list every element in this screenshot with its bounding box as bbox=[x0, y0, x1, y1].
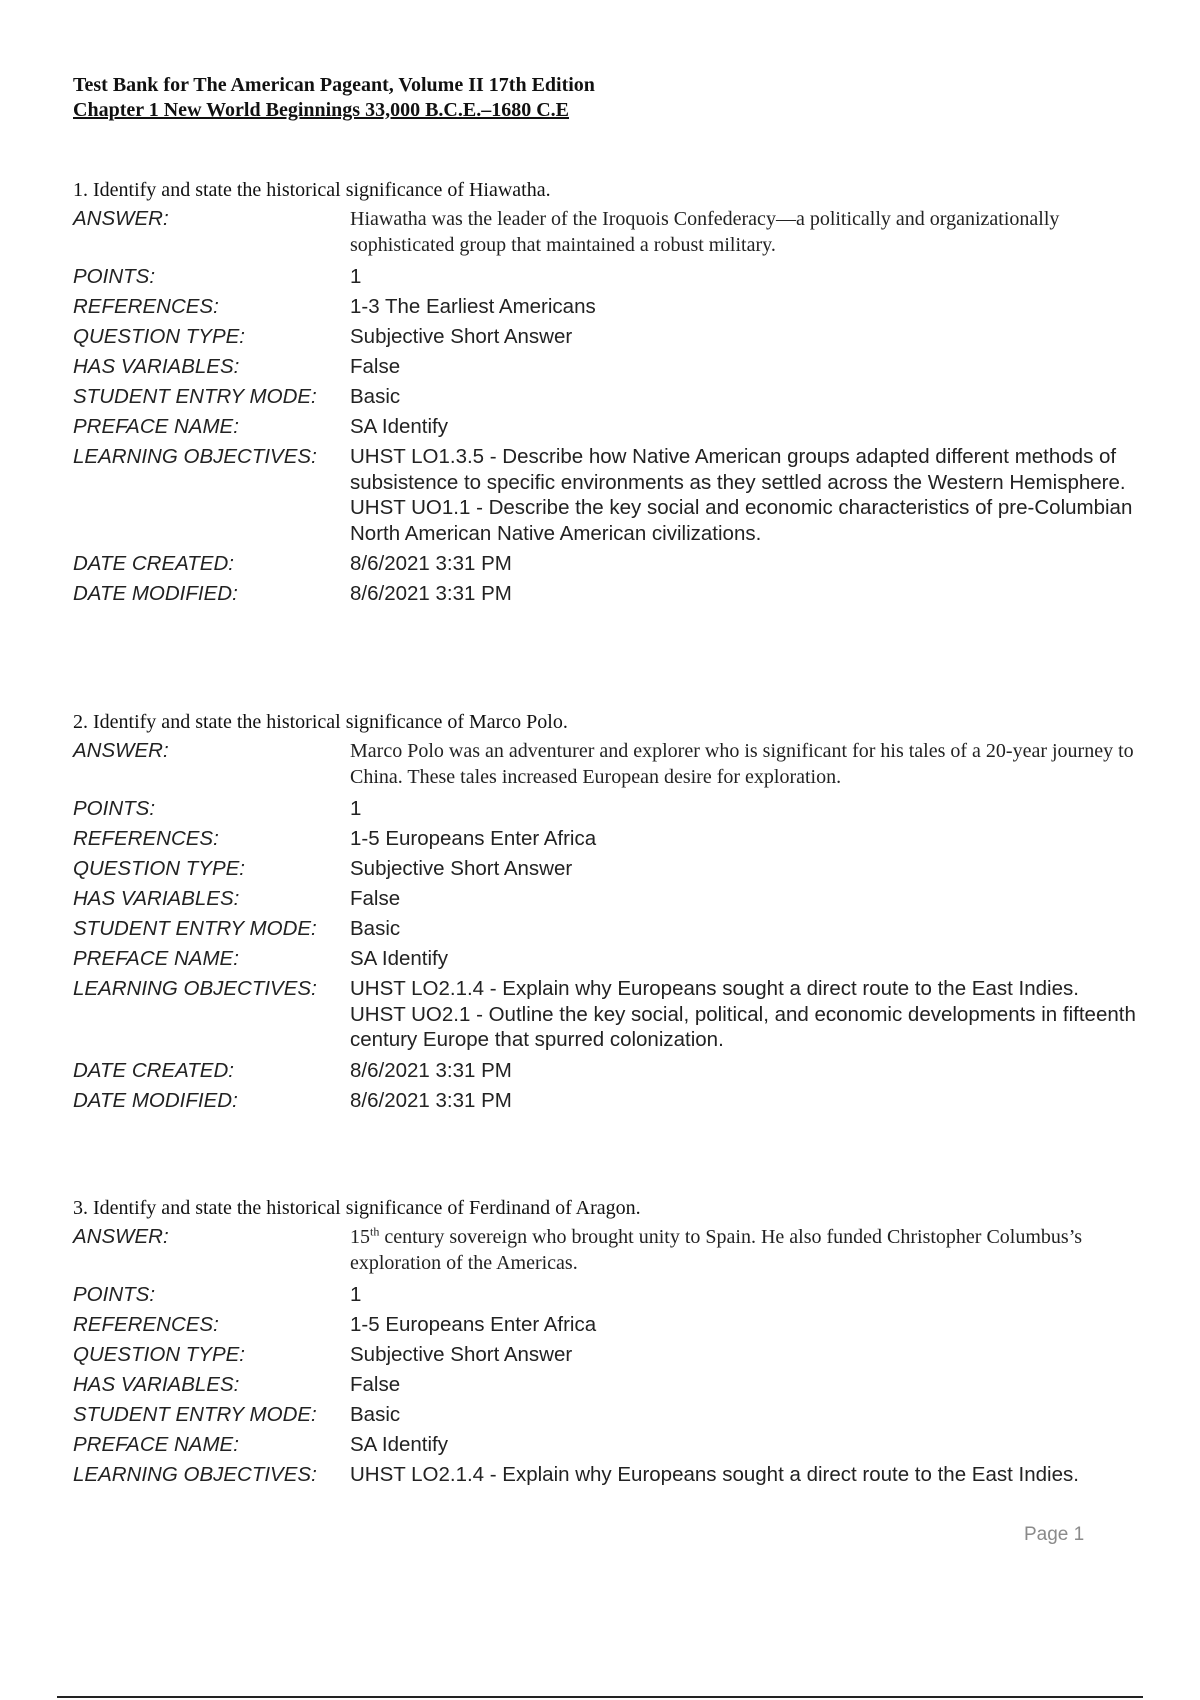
has-variables-value: False bbox=[350, 1373, 401, 1396]
references-row bbox=[73, 824, 1163, 854]
date-modified-row bbox=[73, 579, 1163, 609]
preface-name-label: PREFACE NAME: bbox=[73, 947, 239, 970]
date-created-value: 8/6/2021 3:31 PM bbox=[350, 1058, 512, 1082]
date-created-row bbox=[73, 1056, 1163, 1086]
date-created-label: DATE CREATED: bbox=[73, 1058, 234, 1082]
has-variables-label: HAS VARIABLES: bbox=[73, 887, 240, 910]
answer-row bbox=[73, 1223, 1163, 1280]
student-entry-mode-value: Basic bbox=[350, 385, 401, 408]
learning-objectives-label: LEARNING OBJECTIVES: bbox=[73, 445, 317, 468]
points-row bbox=[73, 794, 1163, 824]
date-modified-value: 8/6/2021 3:31 PM bbox=[350, 582, 512, 605]
question-type-row bbox=[73, 854, 1163, 884]
answer-ordinal-suffix: th bbox=[370, 1224, 380, 1239]
answer-century: 15 bbox=[350, 1226, 370, 1248]
date-created-label: DATE CREATED: bbox=[73, 552, 234, 575]
references-value: 1-5 Europeans Enter Africa bbox=[350, 827, 597, 850]
references-row bbox=[73, 1310, 1163, 1340]
has-variables-row bbox=[73, 352, 1163, 382]
answer-body: century sovereign who brought unity to Spain. He also funded Christopher Columbus’s exploration of the Americas. bbox=[350, 1226, 1083, 1274]
references-label: REFERENCES: bbox=[73, 295, 219, 318]
question-type-row bbox=[73, 322, 1163, 352]
references-label: REFERENCES: bbox=[73, 827, 219, 850]
points-label: POINTS: bbox=[73, 1283, 156, 1306]
references-row bbox=[73, 292, 1163, 322]
date-modified-label: DATE MODIFIED: bbox=[73, 1088, 238, 1112]
preface-name-row bbox=[73, 1430, 1163, 1460]
has-variables-row bbox=[73, 1370, 1163, 1400]
learning-objectives-row bbox=[73, 974, 1163, 1056]
answer-row bbox=[73, 205, 1163, 262]
has-variables-label: HAS VARIABLES: bbox=[73, 355, 240, 378]
date-modified-row bbox=[73, 1086, 1163, 1116]
points-row bbox=[73, 262, 1163, 292]
preface-name-label: PREFACE NAME: bbox=[73, 1433, 239, 1456]
preface-name-row bbox=[73, 944, 1163, 974]
student-entry-mode-row bbox=[73, 914, 1163, 944]
header-chapter: Chapter 1 New World Beginnings 33,000 B.C.E.–1680 C.E bbox=[73, 99, 569, 121]
answer-label: ANSWER: bbox=[73, 1225, 169, 1248]
student-entry-mode-label: STUDENT ENTRY MODE: bbox=[73, 385, 317, 408]
document-header bbox=[73, 73, 595, 123]
header-title: Test Bank for The American Pageant, Volume II 17th Edition bbox=[73, 74, 595, 96]
learning-objectives-row bbox=[73, 1460, 1163, 1490]
student-entry-mode-label: STUDENT ENTRY MODE: bbox=[73, 1403, 317, 1426]
student-entry-mode-value: Basic bbox=[350, 917, 401, 940]
answer-label: ANSWER: bbox=[73, 739, 169, 762]
learning-objectives-label: LEARNING OBJECTIVES: bbox=[73, 1463, 317, 1486]
points-value: 1 bbox=[350, 265, 362, 288]
learning-objective: UHST LO2.1.4 - Explain why Europeans sought a direct route to the East Indies. bbox=[350, 1463, 1079, 1486]
page-bottom-divider bbox=[57, 1696, 1143, 1698]
question-title: 1. Identify and state the historical significance of Hiawatha. bbox=[73, 179, 551, 201]
learning-objectives-label: LEARNING OBJECTIVES: bbox=[73, 977, 317, 1000]
question-1 bbox=[73, 177, 1163, 609]
learning-objectives-row bbox=[73, 442, 1163, 549]
points-value: 1 bbox=[350, 1283, 362, 1306]
preface-name-label: PREFACE NAME: bbox=[73, 415, 239, 438]
question-type-label: QUESTION TYPE: bbox=[73, 325, 245, 348]
date-modified-value: 8/6/2021 3:31 PM bbox=[350, 1088, 512, 1112]
date-created-row bbox=[73, 549, 1163, 579]
question-type-value: Subjective Short Answer bbox=[350, 1343, 573, 1366]
question-title: 3. Identify and state the historical significance of Ferdinand of Aragon. bbox=[73, 1197, 641, 1219]
has-variables-row bbox=[73, 884, 1163, 914]
learning-objectives-list bbox=[350, 442, 1163, 549]
points-label: POINTS: bbox=[73, 797, 156, 820]
points-value: 1 bbox=[350, 797, 362, 820]
preface-name-value: SA Identify bbox=[350, 947, 449, 970]
has-variables-value: False bbox=[350, 355, 401, 378]
student-entry-mode-row bbox=[73, 1400, 1163, 1430]
question-3 bbox=[73, 1195, 1163, 1490]
date-created-value: 8/6/2021 3:31 PM bbox=[350, 552, 512, 575]
answer-text: Hiawatha was the leader of the Iroquois Confederacy—a politically and organizationally sophisticated group that maintained a robust military. bbox=[350, 208, 1060, 256]
has-variables-value: False bbox=[350, 887, 401, 910]
question-type-value: Subjective Short Answer bbox=[350, 857, 573, 880]
question-type-row bbox=[73, 1340, 1163, 1370]
preface-name-row bbox=[73, 412, 1163, 442]
points-row bbox=[73, 1280, 1163, 1310]
question-type-value: Subjective Short Answer bbox=[350, 325, 573, 348]
answer-label: ANSWER: bbox=[73, 207, 169, 230]
learning-objectives-list bbox=[350, 1460, 1163, 1490]
references-label: REFERENCES: bbox=[73, 1313, 219, 1336]
student-entry-mode-value: Basic bbox=[350, 1403, 401, 1426]
learning-objectives-list bbox=[350, 974, 1163, 1056]
references-value: 1-3 The Earliest Americans bbox=[350, 295, 596, 318]
preface-name-value: SA Identify bbox=[350, 1433, 449, 1456]
page-number: Page 1 bbox=[1024, 1524, 1085, 1545]
points-label: POINTS: bbox=[73, 265, 156, 288]
learning-objective: UHST LO1.3.5 - Describe how Native American groups adapted different methods of subsistence to specific environments as they settled across the Western Hemisphere. bbox=[350, 445, 1126, 494]
student-entry-mode-row bbox=[73, 382, 1163, 412]
learning-objective: UHST LO2.1.4 - Explain why Europeans sought a direct route to the East Indies. bbox=[350, 977, 1079, 1000]
answer-row bbox=[73, 737, 1163, 794]
preface-name-value: SA Identify bbox=[350, 415, 449, 438]
question-title: 2. Identify and state the historical significance of Marco Polo. bbox=[73, 711, 568, 733]
date-modified-label: DATE MODIFIED: bbox=[73, 582, 238, 605]
answer-text bbox=[350, 1223, 1163, 1280]
learning-objective: UHST UO2.1 - Outline the key social, political, and economic developments in fifteenth century Europe that spurred colonization. bbox=[350, 1002, 1136, 1051]
learning-objective: UHST UO1.1 - Describe the key social and economic characteristics of pre-Columbian North American Native American civilizations. bbox=[350, 496, 1133, 545]
student-entry-mode-label: STUDENT ENTRY MODE: bbox=[73, 917, 317, 940]
references-value: 1-5 Europeans Enter Africa bbox=[350, 1313, 597, 1336]
question-2 bbox=[73, 709, 1163, 1116]
question-type-label: QUESTION TYPE: bbox=[73, 857, 245, 880]
answer-text: Marco Polo was an adventurer and explorer who is significant for his tales of a 20-year journey to China. These tales increased European desire for exploration. bbox=[350, 740, 1134, 788]
has-variables-label: HAS VARIABLES: bbox=[73, 1373, 240, 1396]
question-type-label: QUESTION TYPE: bbox=[73, 1343, 245, 1366]
